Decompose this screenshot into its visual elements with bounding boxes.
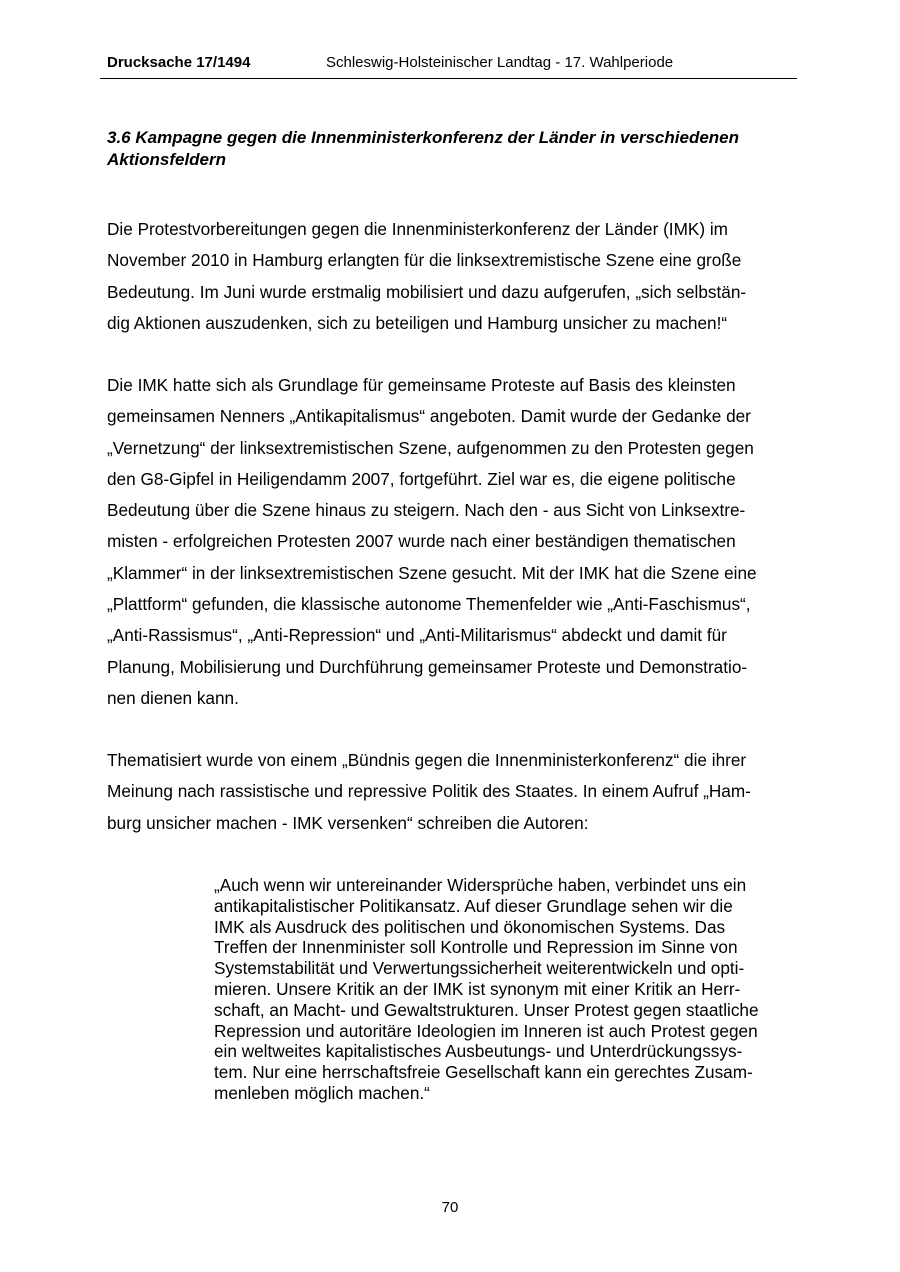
- paragraph-line: Bedeutung. Im Juni wurde erstmalig mobilisiert und dazu aufgerufen, „sich selbstän-: [107, 281, 747, 302]
- quote-line: „Auch wenn wir untereinander Widersprüche haben, verbindet uns ein: [214, 875, 747, 895]
- paragraph-line: Meinung nach rassistische und repressive Politik des Staates. In einem Aufruf „Ham-: [107, 781, 751, 802]
- block-quote: [214, 875, 794, 1104]
- quote-line: Systemstabilität und Verwertungssicherheit weiterentwickeln und opti-: [214, 958, 745, 979]
- quote-line: Repression und autoritäre Ideologien im Inneren ist auch Protest gegen: [214, 1020, 758, 1041]
- paragraph-line: „Klammer“ in der linksextremistischen Szene gesucht. Mit der IMK hat die Szene eine: [107, 562, 757, 583]
- paragraph-line: Bedeutung über die Szene hinaus zu steigern. Nach den - aus Sicht von Linksextre-: [107, 500, 746, 521]
- paragraph-line: Die IMK hatte sich als Grundlage für gemeinsame Proteste auf Basis des kleinsten: [107, 375, 736, 395]
- paragraph-line: Thematisiert wurde von einem „Bündnis gegen die Innenministerkonferenz“ die ihrer: [107, 750, 747, 770]
- paragraph-line: den G8-Gipfel in Heiligendamm 2007, fortgeführt. Ziel war es, die eigene politische: [107, 468, 736, 489]
- paragraph-line: November 2010 in Hamburg erlangten für die linksextremistische Szene eine große: [107, 250, 742, 271]
- page-header: [100, 52, 797, 79]
- paragraph-line: Die Protestvorbereitungen gegen die Innenministerkonferenz der Länder (IMK) im: [107, 219, 728, 239]
- paragraph-line: Planung, Mobilisierung und Durchführung gemeinsamer Proteste und Demonstratio-: [107, 656, 748, 677]
- quote-line: menleben möglich machen.“: [214, 1082, 430, 1103]
- section-heading: [107, 127, 797, 171]
- document-number: Drucksache 17/1494: [107, 54, 251, 71]
- paragraph-line: misten - erfolgreichen Protesten 2007 wurde nach einer beständigen thematischen: [107, 531, 736, 552]
- paragraph-line: „Vernetzung“ der linksextremistischen Szene, aufgenommen zu den Protesten gegen: [107, 437, 754, 458]
- parliament-title: Schleswig-Holsteinischer Landtag - 17. Wahlperiode: [326, 54, 674, 71]
- quote-line: IMK als Ausdruck des politischen und ökonomischen Systems. Das: [214, 916, 726, 937]
- paragraph-line: dig Aktionen auszudenken, sich zu beteiligen und Hamburg unsicher zu machen!“: [107, 312, 728, 333]
- page-number: 70: [441, 1199, 459, 1216]
- paragraph-line: burg unsicher machen - IMK versenken“ schreiben die Autoren:: [107, 812, 589, 833]
- quote-line: ein weltweites kapitalistisches Ausbeutungs- und Unterdrückungssys-: [214, 1041, 743, 1062]
- quote-line: schaft, an Macht- und Gewaltstrukturen. Unser Protest gegen staatliche: [214, 999, 759, 1020]
- section-heading-line: 3.6 Kampagne gegen die Innenministerkonferenz der Länder in verschiedenen: [107, 128, 740, 147]
- quote-line: tem. Nur eine herrschaftsfreie Gesellschaft kann ein gerechtes Zusam-: [214, 1062, 753, 1083]
- paragraph-line: „Anti-Rassismus“, „Anti-Repression“ und „Anti-Militarismus“ abdeckt und damit für: [107, 625, 727, 646]
- quote-line: antikapitalistischer Politikansatz. Auf dieser Grundlage sehen wir die: [214, 895, 733, 916]
- paragraph-line: nen dienen kann.: [107, 687, 239, 708]
- paragraph-line: „Plattform“ gefunden, die klassische autonome Themenfelder wie „Anti-Faschismus“,: [107, 594, 751, 615]
- quote-line: Treffen der Innenminister soll Kontrolle und Repression im Sinne von: [214, 937, 738, 958]
- quote-line: mieren. Unsere Kritik an der IMK ist synonym mit einer Kritik an Herr-: [214, 978, 741, 999]
- paragraph-3: [107, 745, 795, 839]
- section-heading-line: Aktionsfeldern: [107, 150, 227, 169]
- paragraph-1: [107, 214, 795, 339]
- paragraph-2: [107, 370, 795, 714]
- paragraph-line: gemeinsamen Nenners „Antikapitalismus“ angeboten. Damit wurde der Gedanke der: [107, 406, 751, 427]
